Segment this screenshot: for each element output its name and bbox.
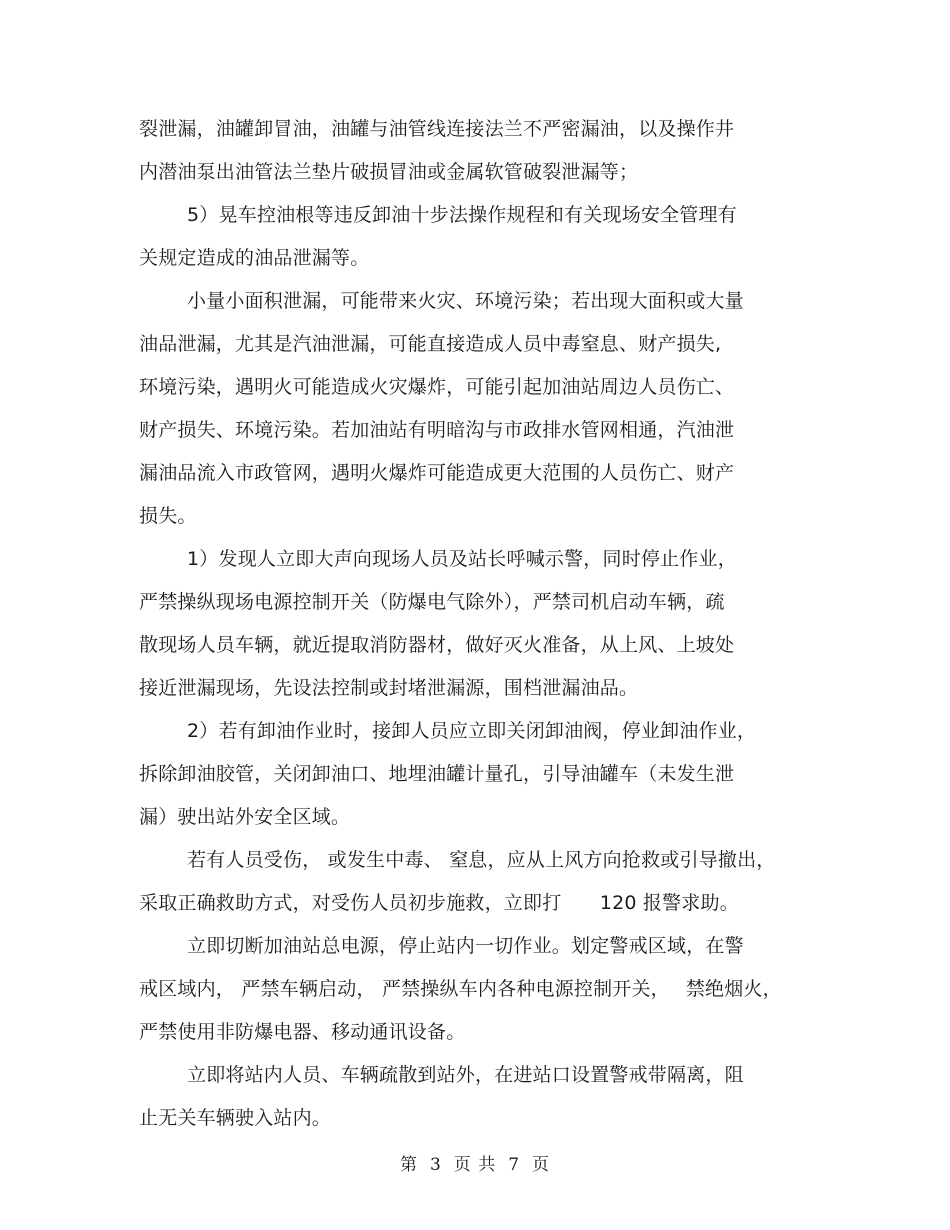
body-line: 接近泄漏现场，先设法控制或封堵泄漏源，围档泄漏油品。 bbox=[139, 677, 639, 699]
paragraph-start-line: 1）发现人立即大声向现场人员及站长呼喊示警，同时停止作业， bbox=[187, 548, 737, 570]
paragraph-start-line: 2）若有卸油作业时，接卸人员应立即关闭卸油阀，停业卸油作业， bbox=[187, 720, 757, 742]
body-line: 拆除卸油胶管，关闭卸油口、地埋油罐计量孔，引导油罐车（未发生泄 bbox=[139, 763, 735, 785]
total-pages-number: 7 bbox=[508, 1155, 521, 1175]
body-line: 裂泄漏，油罐卸冒油，油罐与油管线连接法兰不严密漏油，以及操作井 bbox=[139, 118, 735, 140]
page-prefix: 第 bbox=[399, 1155, 418, 1175]
paragraph-start-line: 立即切断加油站总电源，停止站内一切作业。划定警戒区域，在警 bbox=[187, 935, 744, 957]
body-line: 油品泄漏，尤其是汽油泄漏，可能直接造成人员中毒窒息、财产损失, bbox=[139, 333, 722, 355]
body-line: 止无关车辆驶入站内。 bbox=[139, 1107, 332, 1129]
current-page-number: 3 bbox=[429, 1155, 442, 1175]
body-line: 内潜油泵出油管法兰垫片破损冒油或金属软管破裂泄漏等； bbox=[139, 161, 639, 183]
body-line: 财产损失、环境污染。若加油站有明暗沟与市政排水管网相通，汽油泄 bbox=[139, 419, 735, 441]
page-mid-text: 页 共 bbox=[453, 1155, 497, 1175]
body-line: 关规定造成的油品泄漏等。 bbox=[139, 247, 370, 269]
body-line: 损失。 bbox=[139, 505, 197, 527]
body-line: 环境污染，遇明火可能造成火灾爆炸，可能引起加油站周边人员伤亡、 bbox=[139, 376, 735, 398]
body-line: 严禁操纵现场电源控制开关（防爆电气除外），严禁司机启动车辆，疏 bbox=[139, 591, 725, 613]
page-suffix: 页 bbox=[532, 1155, 551, 1175]
body-line: 采取正确救助方式，对受伤人员初步施救，立即打 120 报警求助。 bbox=[139, 892, 739, 914]
body-line: 严禁使用非防爆电器、移动通讯设备。 bbox=[139, 1021, 466, 1043]
body-line: 漏）驶出站外安全区域。 bbox=[139, 806, 351, 828]
document-body bbox=[139, 108, 819, 1140]
paragraph-start-line: 立即将站内人员、车辆疏散到站外，在进站口设置警戒带隔离，阻 bbox=[187, 1064, 744, 1086]
paragraph-start-line: 若有人员受伤， 或发生中毒、 窒息，应从上风方向抢救或引导撤出， bbox=[187, 849, 776, 871]
paragraph-start-line: 小量小面积泄漏，可能带来火灾、环境污染；若出现大面积或大量 bbox=[187, 290, 744, 312]
body-line: 戒区域内， 严禁车辆启动， 严禁操纵车内各种电源控制开关， 禁绝烟火， bbox=[139, 978, 782, 1000]
page-number-footer bbox=[0, 1150, 950, 1175]
body-line: 漏油品流入市政管网，遇明火爆炸可能造成更大范围的人员伤亡、财产 bbox=[139, 462, 735, 484]
body-line: 散现场人员车辆，就近提取消防器材，做好灭火准备，从上风、上坡处 bbox=[139, 634, 735, 656]
paragraph-start-line: 5）晃车控油根等违反卸油十步法操作规程和有关现场安全管理有 bbox=[187, 204, 737, 226]
